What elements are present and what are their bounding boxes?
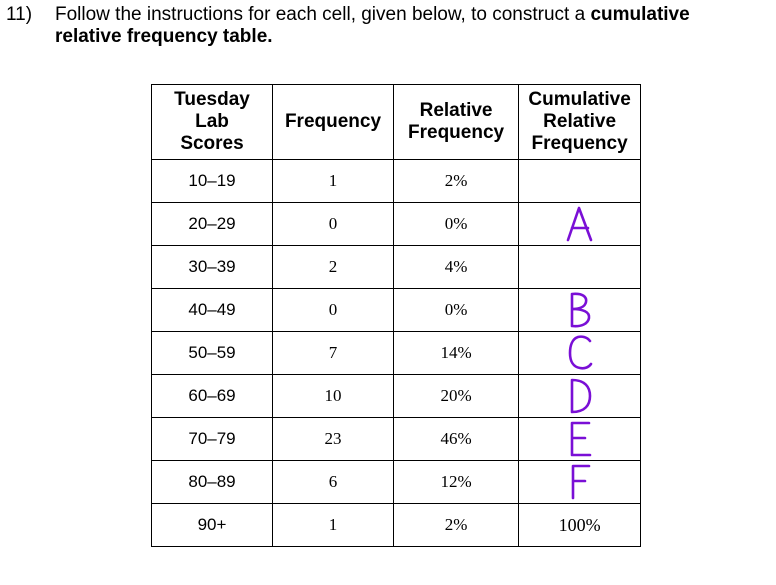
cell-relative: 2% (394, 504, 519, 547)
cell-relative: 14% (394, 332, 519, 375)
cell-relative: 20% (394, 375, 519, 418)
cell-scores: 50–59 (152, 332, 273, 375)
table-row (152, 246, 641, 289)
cell-frequency: 23 (273, 418, 394, 461)
header-frequency: Frequency (273, 85, 394, 160)
cell-cumulative-final: 100% (519, 504, 641, 547)
cell-frequency: 0 (273, 203, 394, 246)
cell-relative: 46% (394, 418, 519, 461)
handwritten-letter-e (565, 420, 595, 458)
question-number: 11) (6, 4, 33, 25)
cumulative-frequency-table (151, 84, 641, 547)
question-text (55, 4, 755, 48)
header-scores: Tuesday Lab Scores (152, 85, 273, 160)
cell-cumulative-e[interactable] (519, 418, 641, 461)
handwritten-letter-d (565, 377, 595, 415)
cell-relative: 12% (394, 461, 519, 504)
header-cumulative-relative-frequency: Cumulative Relative Frequency (519, 85, 641, 160)
cell-scores: 60–69 (152, 375, 273, 418)
question-text-bold: cumulative relative frequency table. (55, 4, 690, 47)
cell-relative: 4% (394, 246, 519, 289)
handwritten-letter-a (563, 205, 597, 243)
handwritten-letter-f (565, 463, 595, 501)
cell-relative: 2% (394, 160, 519, 203)
cell-frequency: 7 (273, 332, 394, 375)
cell-scores: 80–89 (152, 461, 273, 504)
table-row (152, 461, 641, 504)
cell-frequency: 0 (273, 289, 394, 332)
cell-scores: 70–79 (152, 418, 273, 461)
cell-frequency: 2 (273, 246, 394, 289)
table-row (152, 289, 641, 332)
table-row (152, 504, 641, 547)
cell-frequency: 1 (273, 160, 394, 203)
handwritten-letter-c (565, 334, 595, 372)
table-header-row (152, 85, 641, 160)
cell-cumulative-empty[interactable] (519, 246, 641, 289)
handwritten-letter-b (565, 291, 595, 329)
cell-cumulative-d[interactable] (519, 375, 641, 418)
cell-frequency: 10 (273, 375, 394, 418)
table-row (152, 332, 641, 375)
cell-scores: 10–19 (152, 160, 273, 203)
cell-frequency: 1 (273, 504, 394, 547)
cell-relative: 0% (394, 203, 519, 246)
cell-cumulative-f[interactable] (519, 461, 641, 504)
table-row (152, 418, 641, 461)
cell-cumulative-empty[interactable] (519, 160, 641, 203)
cell-cumulative-c[interactable] (519, 332, 641, 375)
cell-scores: 30–39 (152, 246, 273, 289)
cell-scores: 90+ (152, 504, 273, 547)
table-row (152, 203, 641, 246)
cell-cumulative-b[interactable] (519, 289, 641, 332)
table-row (152, 160, 641, 203)
cell-relative: 0% (394, 289, 519, 332)
header-relative-frequency: Relative Frequency (394, 85, 519, 160)
cell-scores: 40–49 (152, 289, 273, 332)
question-text-plain: Follow the instructions for each cell, given below, to construct a (55, 4, 591, 25)
cell-cumulative-a[interactable] (519, 203, 641, 246)
table-row (152, 375, 641, 418)
cell-frequency: 6 (273, 461, 394, 504)
cell-scores: 20–29 (152, 203, 273, 246)
